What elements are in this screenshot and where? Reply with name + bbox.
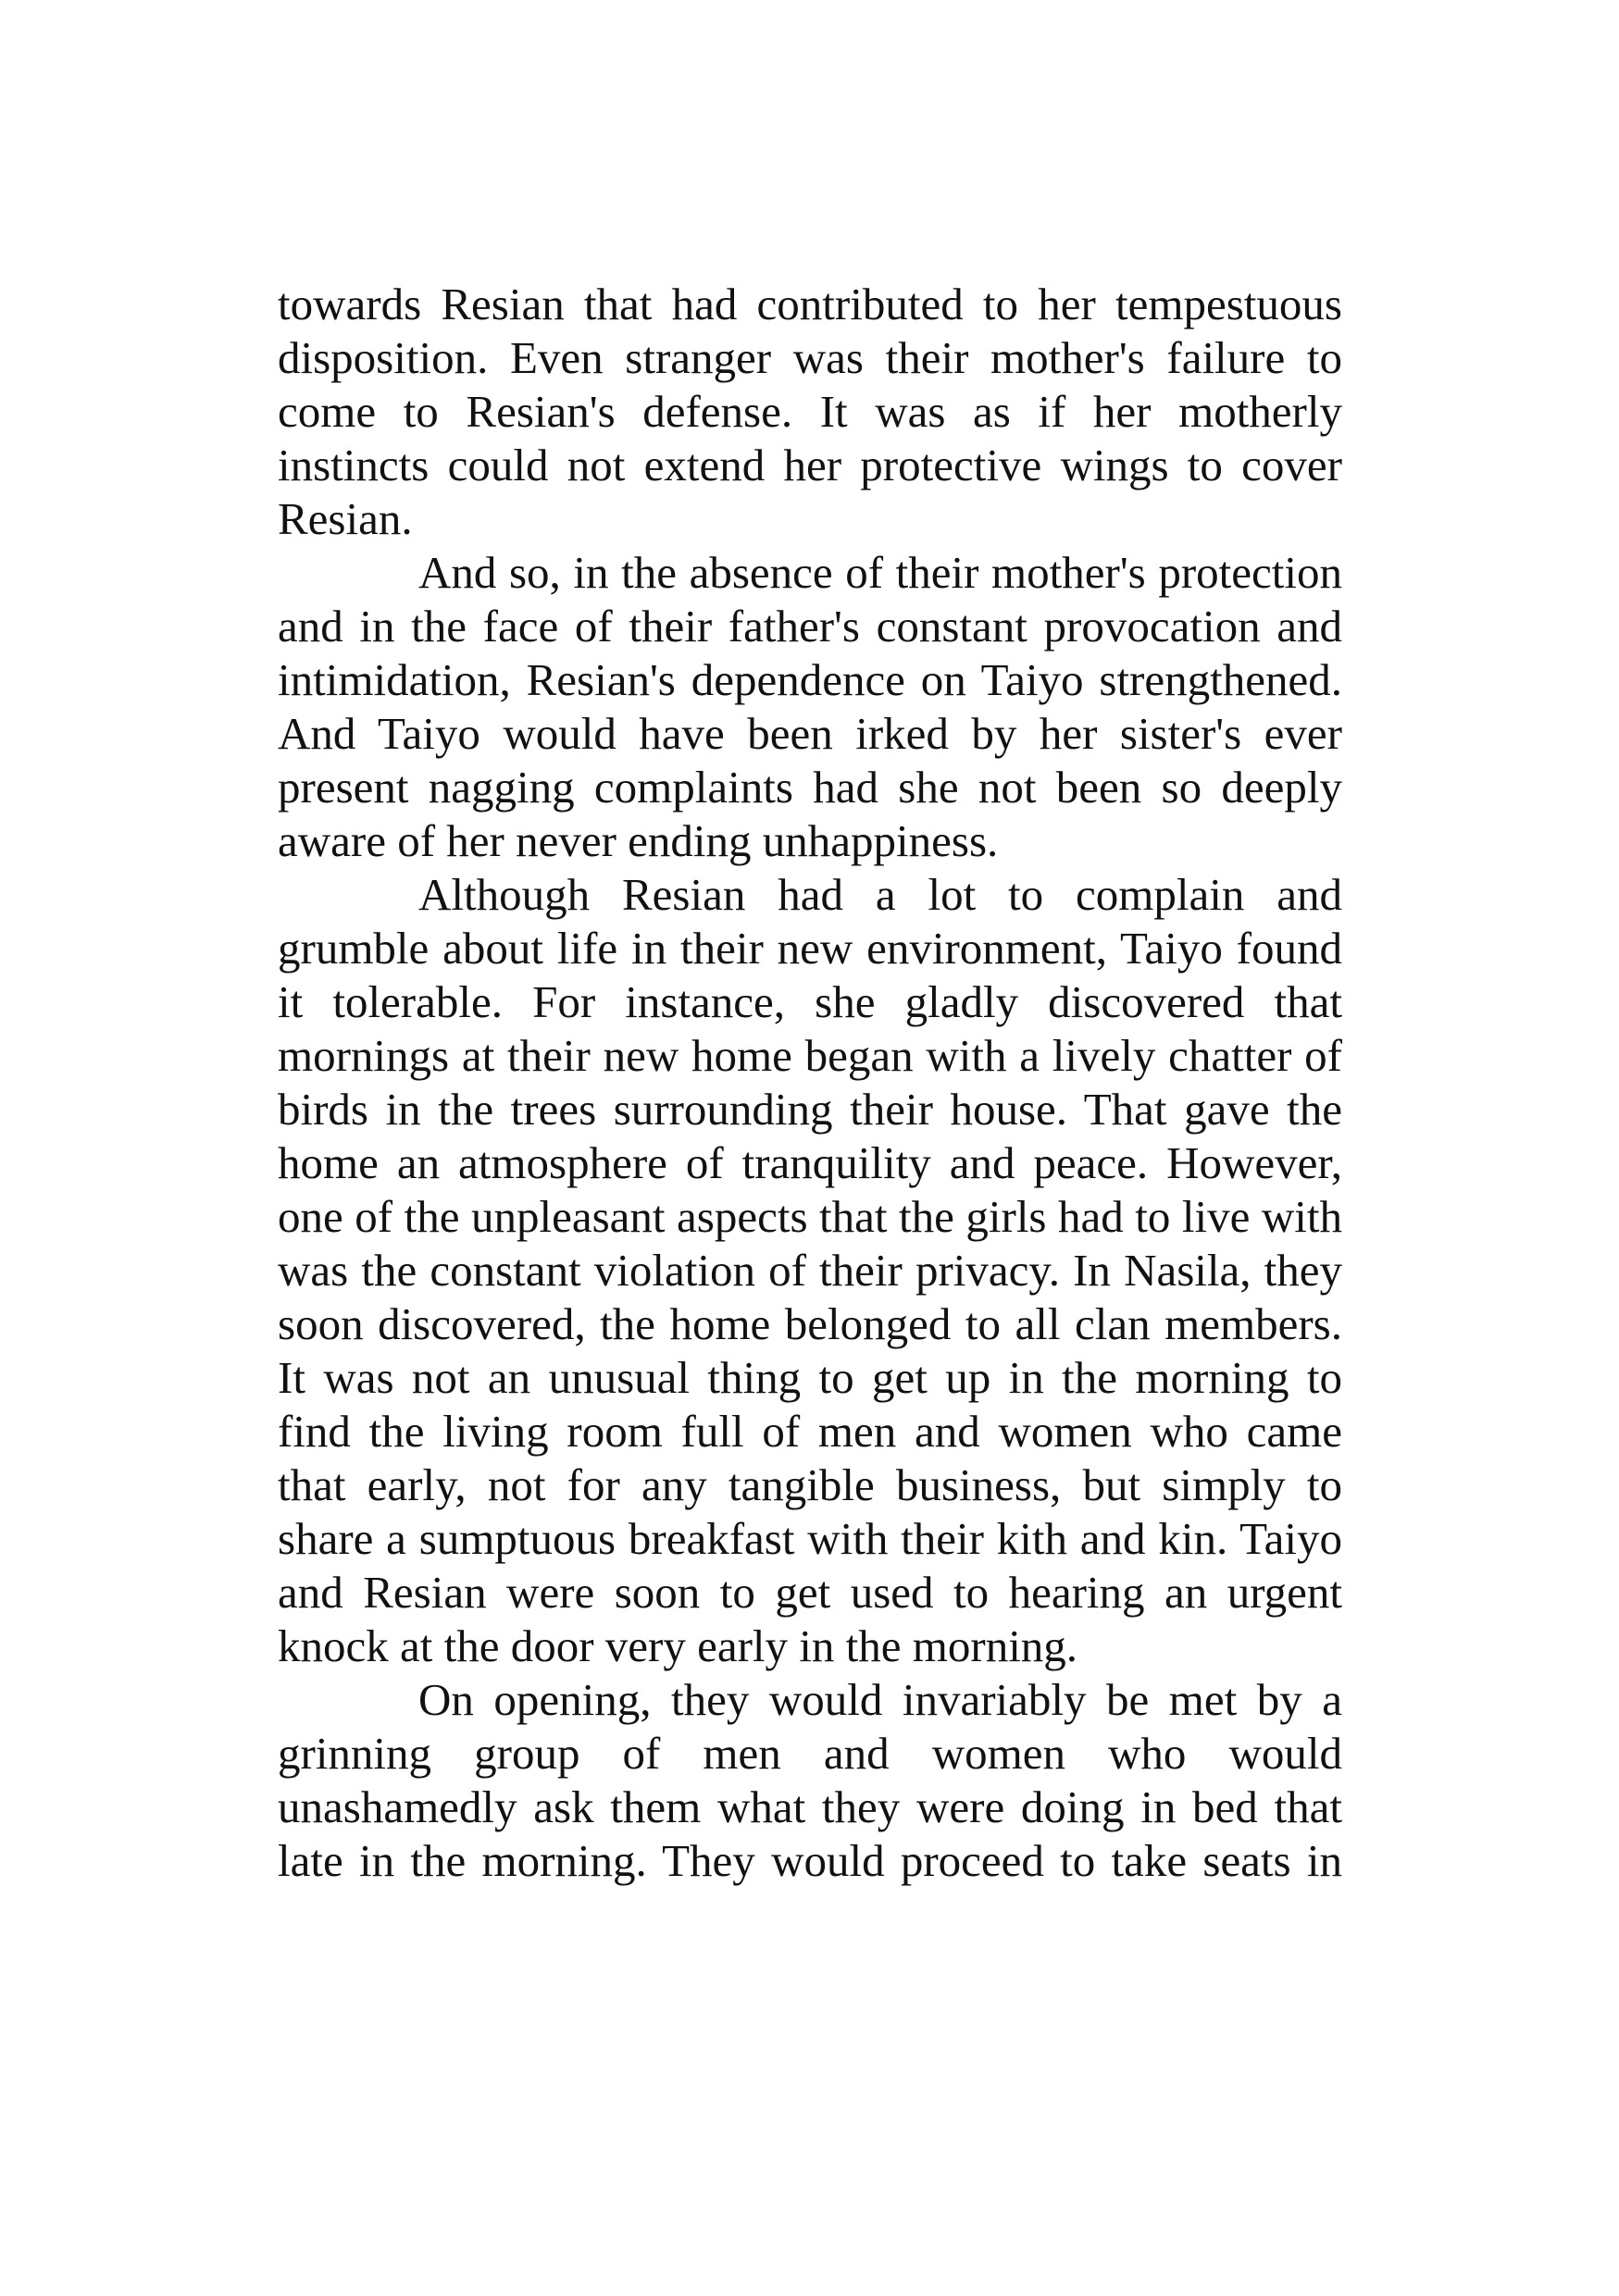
- paragraph: And so, in the absence of their mother's protection and in the face of their father's constant provocation and intimidation, Resian's dependence on Taiyo strengthened. And Taiyo would have been irked by her sister's ever present nagging complaints had she not been so deeply aware of her never ending unhappiness.: [278, 547, 1342, 866]
- paragraph: Although Resian had a lot to complain and grumble about life in their new environment, Taiyo found it tolerable. For instance, she gladly discovered that mornings at their new home began with a lively chatter of birds in the trees surrounding their house. That gave the home an atmosphere of tranquility and peace. However, one of the unpleasant aspects that the girls had to live with was the constant violation of their privacy. In Nasila, they soon discovered, the home belonged to all clan members. It was not an unusual thing to get up in the morning to find the living room full of men and women who came that early, not for any tangible business, but simply to share a sumptuous breakfast with their kith and kin. Taiyo and Resian were soon to get used to hearing an urgent knock at the door very early in the morning.: [278, 869, 1342, 1671]
- paragraph-continuation: towards Resian that had contributed to her tempestuous disposition. Even stranger was their mother's failure to come to Resian's defense. It was as if her motherly instincts could not extend her protective wings to cover Resian.: [278, 279, 1342, 544]
- paragraph: On opening, they would invariably be met by a grinning group of men and women who would unashamedly ask them what they were doing in bed that late in the morning. They would proceed to take seats in: [278, 1674, 1342, 1886]
- body-text: [278, 278, 1342, 1888]
